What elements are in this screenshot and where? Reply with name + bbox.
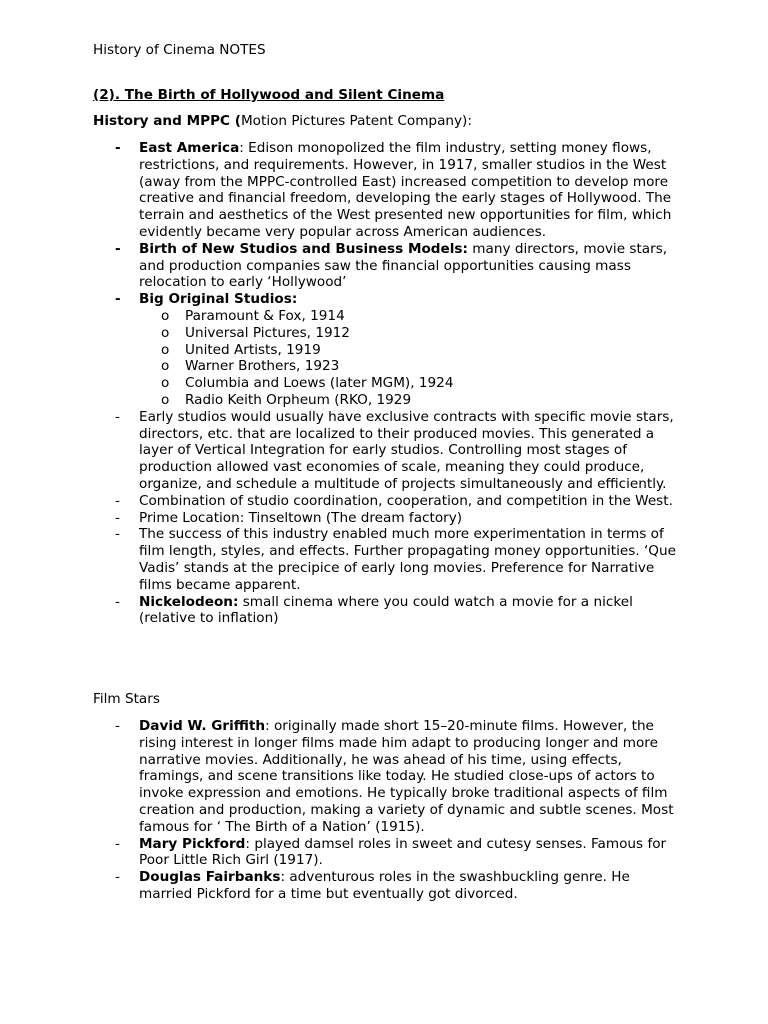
term-east-america: East America	[139, 140, 240, 156]
list-item-fairbanks	[0, 869, 679, 903]
text-experimentation: The success of this industry enabled much more experimentation in terms of film length, styles, and effects. Further propagating money opportunities. ‘Que Vadis’ stands at the precipice of early long movies. Preference for Narrative films became apparent.	[139, 526, 676, 593]
text-nickelodeon: small cinema where you could watch a movie for a nickel (relative to inflation)	[139, 593, 633, 627]
studio-item	[139, 358, 679, 375]
bullet-marker: -	[115, 291, 121, 308]
document-title: History of Cinema NOTES	[93, 42, 266, 58]
subheading-bold: History and MPPC (	[93, 113, 241, 129]
text-griffith: : originally made short 15–20-minute films. However, the rising interest in longer films made him adapt to producing longer and more narrative movies. Additionally, he was ahead of his time, using effects, framings, and scene transitions like today. He studied close-ups of actors to invoke expression and emotions. He typically broke traditional aspects of film creation and production, making a variety of dynamic and subtle scenes. Most famous for ‘ The Birth of a Nation’ (1915).	[139, 718, 674, 835]
text-east-america: : Edison monopolized the film industry, setting money flows, restrictions, and requirements. However, in 1917, smaller studios in the West (away from the MPPC-controlled East) increased competition to develop more creative and financial freedom, developing the early stages of Hollywood. The terrain and aesthetics of the West presented new opportunities for film, which evidently became very popular across American audiences.	[139, 140, 672, 240]
studio-item	[139, 392, 679, 409]
list-item-new-studios	[0, 241, 679, 291]
term-nickelodeon: Nickelodeon:	[139, 593, 239, 610]
studio-text: United Artists, 1919	[185, 341, 321, 358]
text-fairbanks: : adventurous roles in the swashbuckling genre. He married Pickford for a time but eventually got divorced.	[139, 869, 630, 902]
list-item-griffith	[0, 718, 679, 836]
studio-text: Warner Brothers, 1923	[185, 358, 340, 375]
term-big-studios: Big Original Studios:	[139, 291, 298, 308]
section-heading-text: (2). The Birth of Hollywood and Silent Cinema	[93, 87, 445, 103]
studio-text: Columbia and Loews (later MGM), 1924	[185, 375, 454, 392]
dash-marker: -	[115, 408, 120, 425]
dash-marker: -	[115, 593, 120, 610]
dash-marker: -	[115, 835, 120, 852]
dash-marker: -	[115, 526, 120, 543]
list-item-big-studios	[0, 291, 679, 409]
bullet-marker: -	[115, 240, 121, 257]
film-stars-heading: Film Stars	[93, 691, 160, 707]
text-studio-coordination: Combination of studio coordination, cooperation, and competition in the West.	[139, 492, 673, 509]
term-fairbanks: Douglas Fairbanks	[139, 869, 281, 886]
list-item-pickford	[0, 836, 679, 870]
studio-text: Radio Keith Orpheum (RKO, 1929	[185, 391, 412, 408]
text-vertical-integration: Early studios would usually have exclusive contracts with specific movie stars, directors, etc. that are localized to their produced movies. This generated a layer of Vertical Integration for early studios. Controlling most stages of production allowed vast economies of scale, meaning they could produce, organize, and schedule a multitude of projects simultaneously and efficiently.	[139, 408, 674, 492]
dash-marker: -	[115, 869, 120, 886]
mppc-bullet-list	[0, 140, 679, 627]
studio-item	[139, 325, 679, 342]
sub-bullet-marker: o	[161, 307, 170, 324]
section-subheading	[93, 113, 472, 130]
list-item-prime-location	[0, 510, 679, 527]
dash-marker: -	[115, 492, 120, 509]
sub-bullet-marker: o	[161, 358, 170, 375]
studio-text: Universal Pictures, 1912	[185, 324, 350, 341]
studio-text: Paramount & Fox, 1914	[185, 307, 345, 324]
dash-marker: -	[115, 509, 120, 526]
studio-item	[139, 375, 679, 392]
list-item-east-america	[0, 140, 679, 241]
subheading-rest: Motion Pictures Patent Company):	[240, 113, 472, 129]
list-item-nickelodeon	[0, 594, 679, 628]
bullet-marker: -	[115, 140, 121, 156]
text-new-studios: many directors, movie stars, and production companies saw the financial opportunities causing mass relocation to early ‘Hollywood’	[139, 240, 668, 291]
film-stars-list	[0, 718, 679, 903]
sub-bullet-marker: o	[161, 375, 170, 392]
sub-bullet-marker: o	[161, 391, 170, 408]
term-new-studios: Birth of New Studios and Business Models:	[139, 240, 468, 257]
term-griffith: David W. Griffith	[139, 718, 266, 734]
sub-bullet-marker: o	[161, 324, 170, 341]
studios-sublist	[139, 308, 679, 409]
studio-item	[139, 342, 679, 359]
studio-item	[139, 308, 679, 325]
list-item-studio-coordination	[0, 493, 679, 510]
section-heading	[93, 87, 444, 104]
list-item-experimentation	[0, 526, 679, 593]
list-item-vertical-integration	[0, 409, 679, 493]
sub-bullet-marker: o	[161, 341, 170, 358]
term-pickford: Mary Pickford	[139, 835, 246, 852]
text-pickford: : played damsel roles in sweet and cutesy senses. Famous for Poor Little Rich Girl (1917).	[139, 835, 667, 869]
dash-marker: -	[115, 718, 120, 734]
text-prime-location: Prime Location: Tinseltown (The dream factory)	[139, 509, 463, 526]
